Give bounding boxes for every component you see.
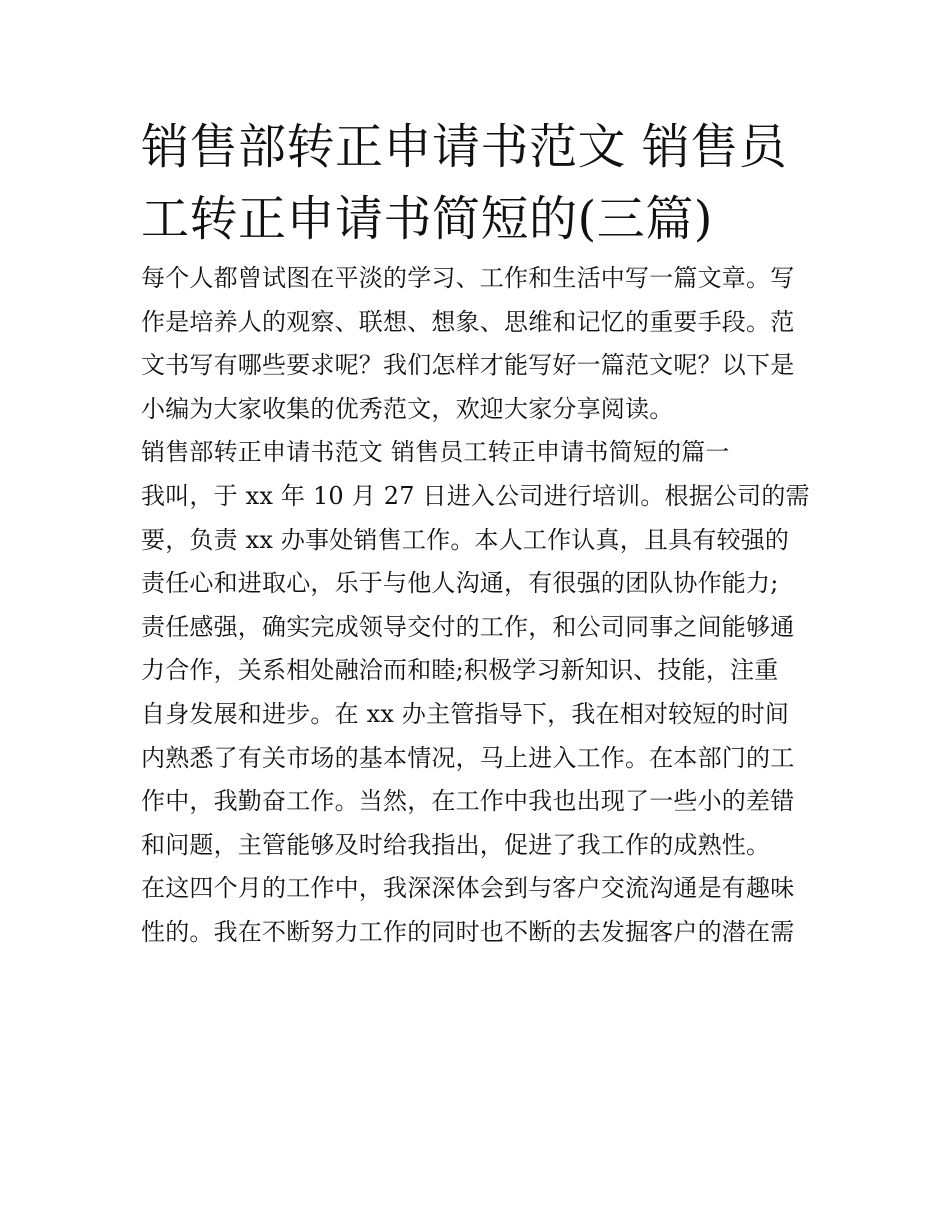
body-line: 力合作，关系相处融洽而和睦;积极学习新知识、技能，注重 [141,656,779,685]
body-line: 和问题，主管能够及时给我指出，促进了我工作的成熟性。 [141,830,771,859]
body-line: 我叫，于 xx 年 10 月 27 日进入公司进行培训。根据公司的需 [141,481,810,510]
body-line: 文书写有哪些要求呢？我们怎样才能写好一篇范文呢？以下是 [141,351,795,380]
body-line: 自身发展和进步。在 xx 办主管指导下，我在相对较短的时间 [141,699,790,728]
body-line: 在这四个月的工作中，我深深体会到与客户交流沟通是有趣味 [141,874,795,903]
body-line: 小编为大家收集的优秀范文，欢迎大家分享阅读。 [141,394,674,423]
section-heading: 销售部转正申请书范文 销售员工转正申请书简短的篇一 [141,438,730,467]
body-line: 内熟悉了有关市场的基本情况，马上进入工作。在本部门的工 [141,743,795,772]
title-line: 销售部转正申请书范文 销售员 [141,119,788,175]
title-line: 工转正申请书简短的(三篇) [141,191,713,247]
document-body [141,257,813,955]
body-line: 作是培养人的观察、联想、想象、思维和记忆的重要手段。范 [141,307,795,336]
body-line: 性的。我在不断努力工作的同时也不断的去发掘客户的潜在需 [141,917,795,946]
document-content [141,111,813,955]
document-title [141,111,813,255]
body-line: 责任感强，确实完成领导交付的工作，和公司同事之间能够通 [141,612,795,641]
body-line: 每个人都曾试图在平淡的学习、工作和生活中写一篇文章。写 [141,264,795,292]
body-line: 要，负责 xx 办事处销售工作。本人工作认真，且具有较强的 [141,525,790,554]
body-line: 作中，我勤奋工作。当然，在工作中我也出现了一些小的差错 [141,787,795,816]
body-line: 责任心和进取心，乐于与他人沟通，有很强的团队协作能力; [141,569,779,598]
